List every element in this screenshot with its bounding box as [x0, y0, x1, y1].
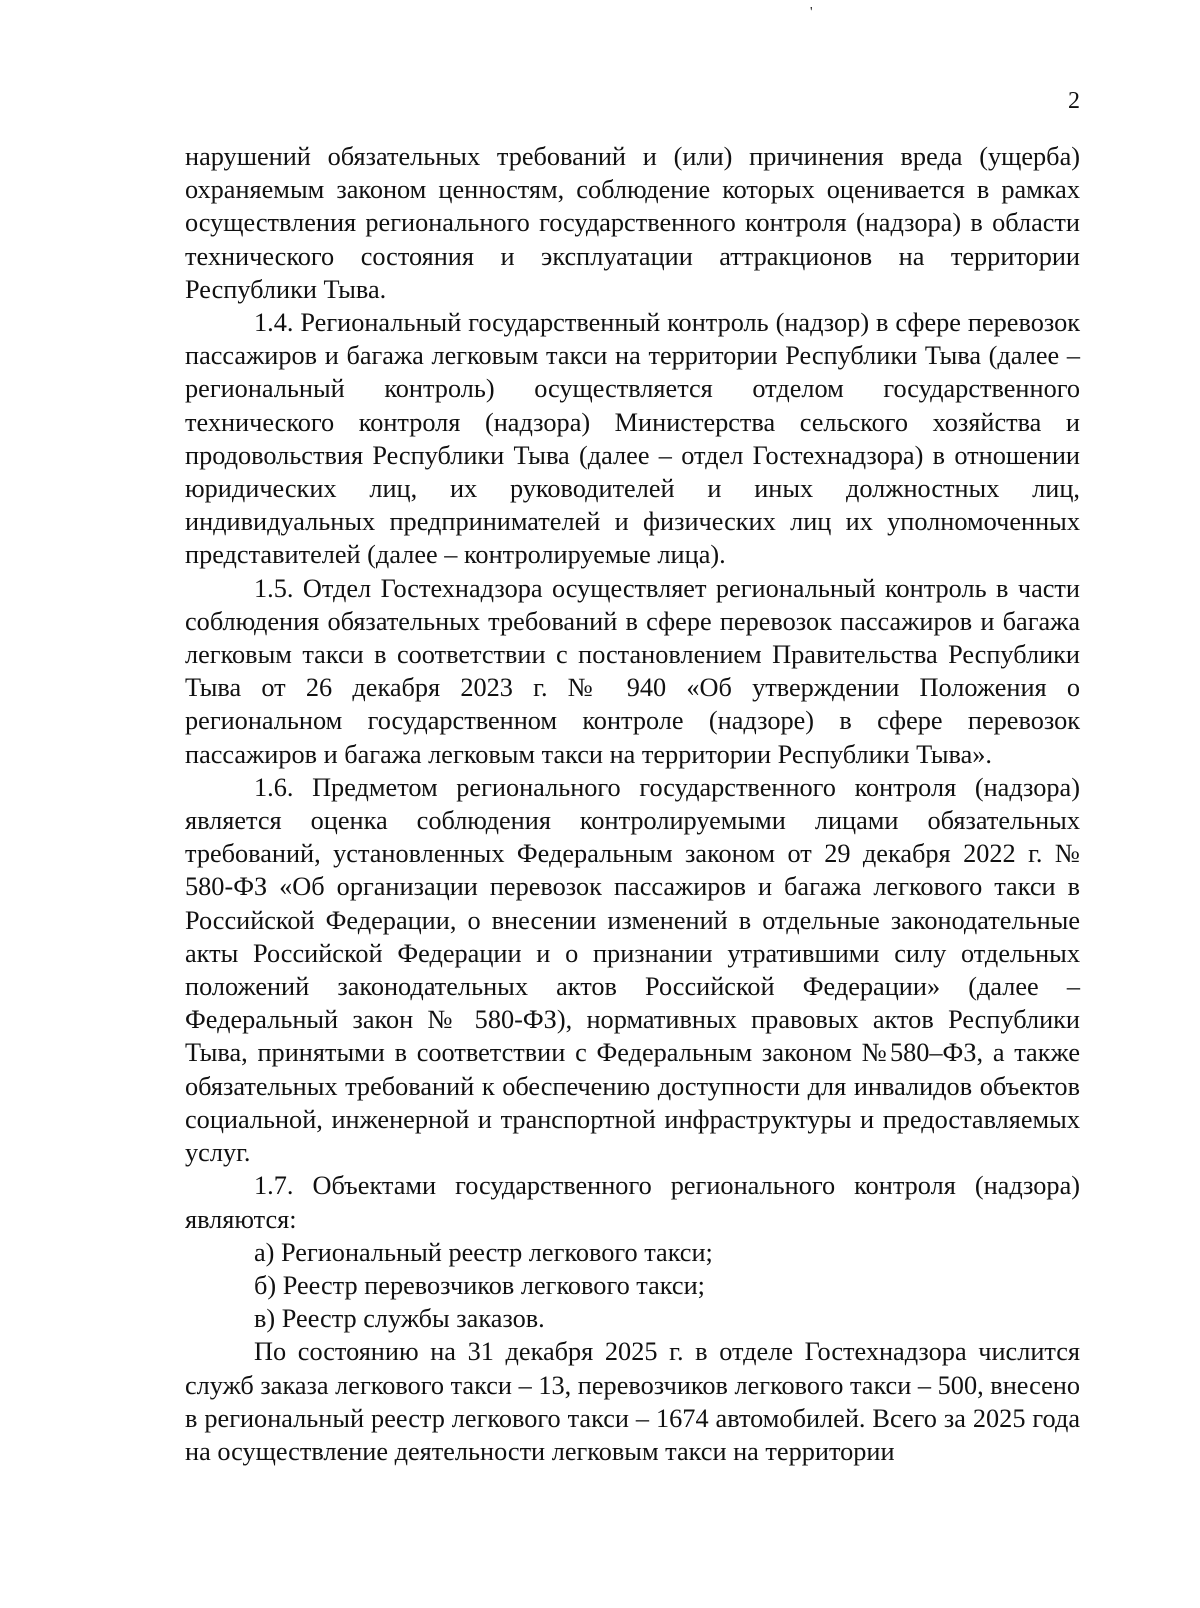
paragraph-continuation: нарушений обязательных требований и (или) причинения вреда (ущерба) охраняемым законом ценностям, соблюдение которых оценивается в рамках осуществления регионального государственного контроля (надзора) в области технического состояния и эксплуатации аттракционов на территории Республики Тыва.: [185, 142, 1080, 304]
scan-mark: ': [810, 5, 813, 20]
list-item-a: а) Региональный реестр легкового такси;: [254, 1237, 713, 1267]
list-item-v: в) Реестр службы заказов.: [254, 1304, 545, 1334]
paragraph-1-4: 1.4. Региональный государственный контроль (надзор) в сфере перевозок пассажиров и багажа легковым такси на территории Республики Тыва (далее – региональный контроль) осуществляется отделом государственного технического контроля (надзора) Министерства сельского хозяйства и продовольствия Республики Тыва (далее – отдел Гостехнадзора) в отношении юридических лиц, их руководителей и иных должностных лиц, индивидуальных предпринимателей и физических лиц их уполномоченных представителей (далее – контролируемые лица).: [185, 308, 1080, 570]
page-number: 2: [1068, 88, 1080, 114]
paragraph-1-5: 1.5. Отдел Гостехнадзора осуществляет региональный контроль в части соблюдения обязательных требований в сфере перевозок пассажиров и багажа легковым такси в соответствии с постановлением Правительства Республики Тыва от 26 декабря 2023 г. № 940 «Об утверждении Положения о региональном государственном контроле (надзоре) в сфере перевозок пассажиров и багажа легковым такси на территории Республики Тыва».: [185, 573, 1080, 769]
paragraph-status: По состоянию на 31 декабря 2025 г. в отделе Гостехнадзора числится служб заказа легкового такси – 13, перевозчиков легкового такси – 500, внесено в региональный реестр легкового такси – 1674 автомобилей. Всего за 2025 года на осуществление деятельности легковым такси на территории: [185, 1337, 1080, 1466]
list-item-b: б) Реестр перевозчиков легкового такси;: [254, 1270, 705, 1300]
paragraph-1-6: 1.6. Предметом регионального государственного контроля (надзора) является оценка соблюдения контролируемыми лицами обязательных требований, установленных Федеральным законом от 29 декабря 2022 г. № 580-ФЗ «Об организации перевозок пассажиров и багажа легкового такси в Российской Федерации, о внесении изменений в отдельные законодательные акты Российской Федерации и о признании утратившими силу отдельных положений законодательных актов Российской Федерации» (далее – Федеральный закон № 580-ФЗ), нормативных правовых актов Республики Тыва, принятыми в соответствии с Федеральным законом №580–ФЗ, а также обязательных требований к обеспечению доступности для инвалидов объектов социальной, инженерной и транспортной инфраструктуры и предоставляемых услуг.: [185, 772, 1080, 1168]
paragraph-1-7: 1.7. Объектами государственного регионального контроля (надзора) являются:: [185, 1171, 1080, 1234]
document-body: [185, 140, 1080, 1468]
